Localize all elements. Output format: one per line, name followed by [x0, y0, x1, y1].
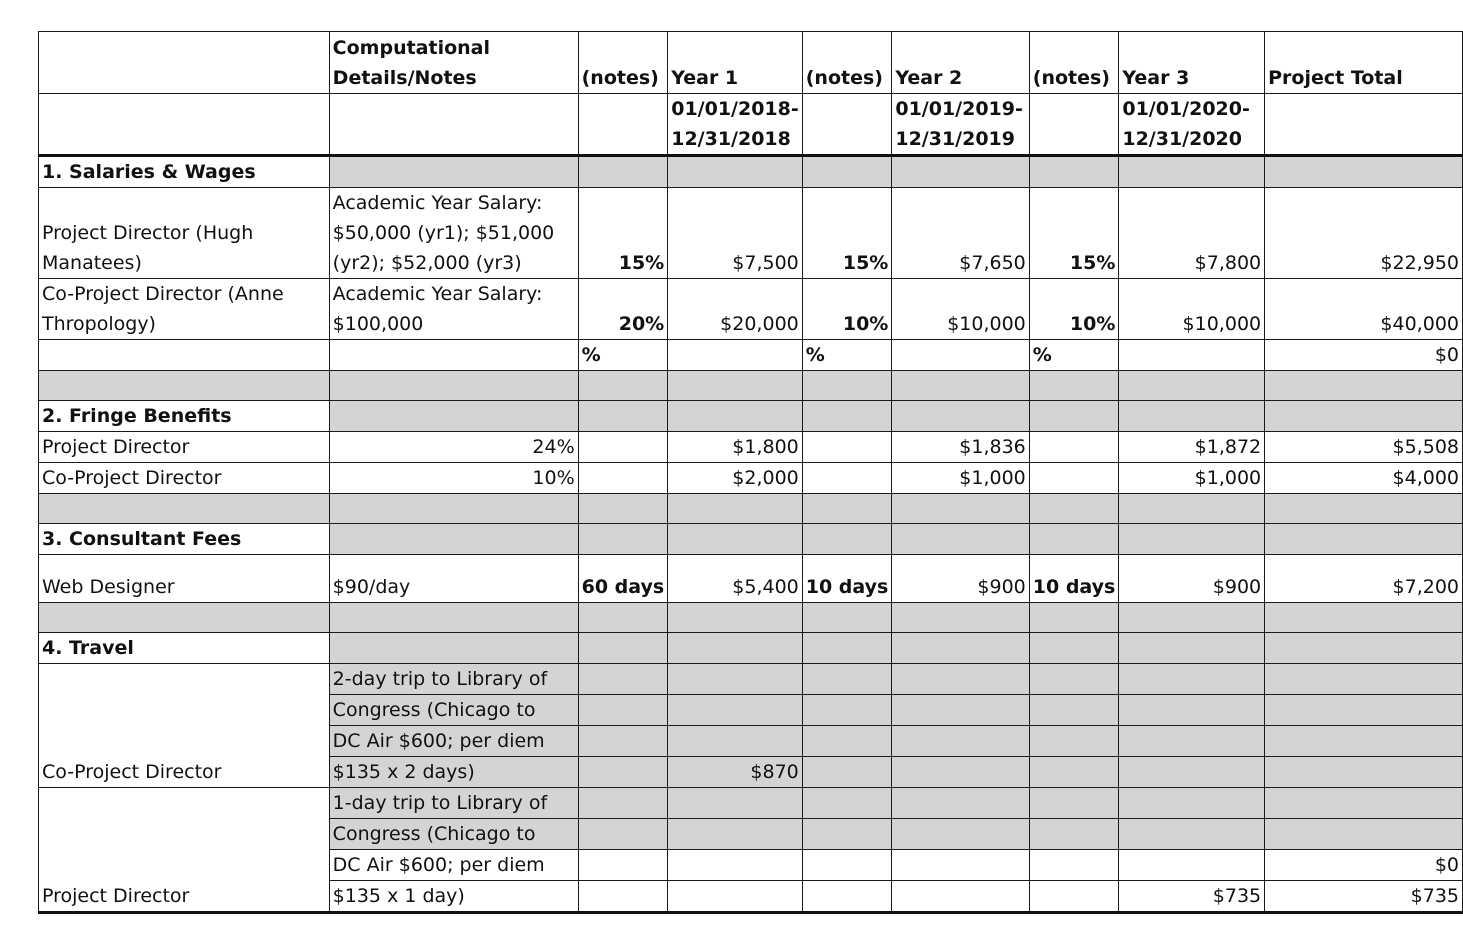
gray-cell	[802, 603, 892, 633]
gray-cell	[1119, 156, 1265, 188]
gray-cell	[1265, 664, 1463, 695]
rate-cell: 24%	[329, 432, 578, 463]
amount-cell: $7,800	[1119, 188, 1265, 279]
gray-cell	[1265, 401, 1463, 432]
amount-cell: $1,836	[892, 432, 1029, 463]
section-row-salaries	[39, 156, 1463, 188]
header-year-3: Year 3	[1119, 32, 1265, 94]
cell-blank	[802, 881, 892, 913]
gray-cell	[802, 788, 892, 819]
cell-blank	[802, 94, 892, 156]
gray-cell	[329, 494, 578, 524]
gray-cell	[668, 156, 803, 188]
table-row	[39, 695, 1463, 726]
gray-cell	[1119, 726, 1265, 757]
gray-cell	[802, 819, 892, 850]
cell-blank	[39, 819, 330, 850]
gray-cell	[1029, 524, 1119, 555]
header-row	[39, 32, 1463, 94]
gray-cell	[668, 401, 803, 432]
pct-cell: %	[802, 340, 892, 371]
table-row	[39, 279, 1463, 340]
gray-cell	[802, 757, 892, 788]
header-year-1: Year 1	[668, 32, 803, 94]
spacer-row	[39, 371, 1463, 401]
gray-cell	[892, 757, 1029, 788]
cell-blank	[1265, 94, 1463, 156]
amount-cell: $1,872	[1119, 432, 1265, 463]
gray-cell	[1029, 757, 1119, 788]
year1-dates: 01/01/2018- 12/31/2018	[668, 94, 803, 156]
gray-cell	[578, 401, 668, 432]
pct-cell: 15%	[1029, 188, 1119, 279]
days-cell: 10 days	[802, 555, 892, 603]
cell-blank	[668, 850, 803, 881]
gray-cell	[1265, 524, 1463, 555]
spacer-row	[39, 603, 1463, 633]
year3-dates: 01/01/2020- 12/31/2020	[1119, 94, 1265, 156]
gray-cell	[892, 524, 1029, 555]
section-title: 4. Travel	[39, 633, 330, 664]
gray-cell	[892, 726, 1029, 757]
pct-cell: 20%	[578, 279, 668, 340]
amount-cell: $1,800	[668, 432, 803, 463]
year2-dates: 01/01/2019- 12/31/2019	[892, 94, 1029, 156]
gray-cell	[1119, 494, 1265, 524]
amount-cell: $900	[1119, 555, 1265, 603]
gray-cell	[1029, 371, 1119, 401]
gray-cell	[1265, 788, 1463, 819]
table-row	[39, 555, 1463, 603]
section-row-travel	[39, 633, 1463, 664]
cell-blank	[39, 850, 330, 881]
row-label: Co-Project Director	[39, 757, 330, 788]
gray-cell	[1119, 819, 1265, 850]
gray-cell	[1119, 371, 1265, 401]
table-row	[39, 819, 1463, 850]
gray-cell	[39, 371, 330, 401]
row-label: Project Director	[39, 432, 330, 463]
gray-cell	[578, 603, 668, 633]
rate-cell: 10%	[329, 463, 578, 494]
cell-blank	[39, 340, 330, 371]
gray-cell	[578, 633, 668, 664]
gray-cell	[1265, 819, 1463, 850]
amount-cell: $5,400	[668, 555, 803, 603]
gray-cell	[668, 494, 803, 524]
gray-cell	[329, 371, 578, 401]
cell-blank	[39, 788, 330, 819]
gray-cell	[1029, 603, 1119, 633]
gray-cell	[578, 757, 668, 788]
gray-cell	[1119, 633, 1265, 664]
row-note: 1-day trip to Library of	[329, 788, 578, 819]
gray-cell	[1119, 664, 1265, 695]
gray-cell	[578, 819, 668, 850]
table-row	[39, 788, 1463, 819]
amount-cell: $900	[892, 555, 1029, 603]
pct-cell: %	[578, 340, 668, 371]
row-label: Co-Project Director (Anne Thropology)	[39, 279, 330, 340]
row-note: 2-day trip to Library of	[329, 664, 578, 695]
pct-cell: 15%	[578, 188, 668, 279]
cell-blank	[892, 881, 1029, 913]
row-note: Congress (Chicago to	[329, 695, 578, 726]
gray-cell	[892, 819, 1029, 850]
spacer-row	[39, 494, 1463, 524]
cell-blank	[802, 850, 892, 881]
gray-cell	[892, 664, 1029, 695]
total-cell: $0	[1265, 850, 1463, 881]
cell-blank	[1029, 432, 1119, 463]
row-label: Web Designer	[39, 555, 330, 603]
header-notes-3: (notes)	[1029, 32, 1119, 94]
gray-cell	[1265, 695, 1463, 726]
gray-cell	[329, 603, 578, 633]
table-row	[39, 664, 1463, 695]
header-blank	[39, 32, 330, 94]
section-row-fringe	[39, 401, 1463, 432]
cell-blank	[578, 432, 668, 463]
gray-cell	[578, 494, 668, 524]
row-note: DC Air $600; per diem	[329, 726, 578, 757]
total-cell: $22,950	[1265, 188, 1463, 279]
cell-blank	[39, 94, 330, 156]
header-year-2: Year 2	[892, 32, 1029, 94]
cell-blank	[578, 94, 668, 156]
budget-table	[38, 31, 1463, 914]
amount-cell: $10,000	[1119, 279, 1265, 340]
days-cell: 10 days	[1029, 555, 1119, 603]
gray-cell	[1029, 819, 1119, 850]
cell-blank	[578, 850, 668, 881]
cell-blank	[329, 94, 578, 156]
gray-cell	[1119, 524, 1265, 555]
row-note: $135 x 1 day)	[329, 881, 578, 913]
cell-blank	[1029, 850, 1119, 881]
gray-cell	[668, 664, 803, 695]
gray-cell	[892, 494, 1029, 524]
cell-blank	[802, 432, 892, 463]
cell-blank	[892, 340, 1029, 371]
total-cell: $735	[1265, 881, 1463, 913]
section-title: 1. Salaries & Wages	[39, 156, 330, 188]
gray-cell	[892, 788, 1029, 819]
total-cell: $0	[1265, 340, 1463, 371]
gray-cell	[668, 524, 803, 555]
section-row-consultant	[39, 524, 1463, 555]
row-note: Congress (Chicago to	[329, 819, 578, 850]
gray-cell	[1029, 788, 1119, 819]
days-cell: 60 days	[578, 555, 668, 603]
gray-cell	[802, 664, 892, 695]
gray-cell	[329, 633, 578, 664]
header-notes-2: (notes)	[802, 32, 892, 94]
gray-cell	[578, 664, 668, 695]
pct-cell: %	[1029, 340, 1119, 371]
gray-cell	[578, 524, 668, 555]
cell-blank	[39, 695, 330, 726]
amount-cell: $10,000	[892, 279, 1029, 340]
gray-cell	[668, 695, 803, 726]
cell-blank	[578, 881, 668, 913]
pct-cell: 10%	[1029, 279, 1119, 340]
gray-cell	[892, 633, 1029, 664]
gray-cell	[1265, 603, 1463, 633]
gray-cell	[1119, 603, 1265, 633]
gray-cell	[1265, 156, 1463, 188]
gray-cell	[1029, 494, 1119, 524]
rate-cell: $90/day	[329, 555, 578, 603]
gray-cell	[1029, 664, 1119, 695]
table-row	[39, 726, 1463, 757]
cell-blank	[892, 850, 1029, 881]
gray-cell	[578, 156, 668, 188]
total-cell: $4,000	[1265, 463, 1463, 494]
cell-blank	[1029, 881, 1119, 913]
header-details: Computational Details/Notes	[329, 32, 578, 94]
gray-cell	[1029, 695, 1119, 726]
amount-cell: $1,000	[892, 463, 1029, 494]
gray-cell	[1119, 757, 1265, 788]
gray-cell	[1265, 726, 1463, 757]
cell-blank	[668, 340, 803, 371]
gray-cell	[668, 633, 803, 664]
gray-cell	[802, 371, 892, 401]
gray-cell	[668, 788, 803, 819]
gray-cell	[802, 494, 892, 524]
gray-cell	[329, 401, 578, 432]
gray-cell	[668, 726, 803, 757]
gray-cell	[802, 401, 892, 432]
gray-cell	[578, 726, 668, 757]
gray-cell	[1265, 757, 1463, 788]
gray-cell	[1265, 371, 1463, 401]
pct-cell: 10%	[802, 279, 892, 340]
gray-cell	[1029, 726, 1119, 757]
gray-cell	[668, 603, 803, 633]
pct-cell: 15%	[802, 188, 892, 279]
gray-cell	[329, 524, 578, 555]
amount-cell: $735	[1119, 881, 1265, 913]
row-label: Project Director	[39, 881, 330, 913]
gray-cell	[578, 788, 668, 819]
table-row	[39, 340, 1463, 371]
table-row	[39, 188, 1463, 279]
gray-cell	[802, 633, 892, 664]
gray-cell	[1119, 788, 1265, 819]
gray-cell	[892, 603, 1029, 633]
cell-blank	[329, 340, 578, 371]
total-cell: $7,200	[1265, 555, 1463, 603]
gray-cell	[892, 695, 1029, 726]
header-notes-1: (notes)	[578, 32, 668, 94]
table-row	[39, 757, 1463, 788]
gray-cell	[329, 156, 578, 188]
gray-cell	[668, 371, 803, 401]
gray-cell	[802, 695, 892, 726]
row-note: DC Air $600; per diem	[329, 850, 578, 881]
gray-cell	[1119, 695, 1265, 726]
gray-cell	[39, 603, 330, 633]
row-note: Academic Year Salary: $100,000	[329, 279, 578, 340]
amount-cell: $1,000	[1119, 463, 1265, 494]
amount-cell: $2,000	[668, 463, 803, 494]
gray-cell	[892, 401, 1029, 432]
cell-blank	[668, 881, 803, 913]
total-cell: $40,000	[1265, 279, 1463, 340]
gray-cell	[1029, 156, 1119, 188]
cell-blank	[39, 726, 330, 757]
amount-cell: $20,000	[668, 279, 803, 340]
header-project-total: Project Total	[1265, 32, 1463, 94]
header-dates-row	[39, 94, 1463, 156]
cell-blank	[1119, 850, 1265, 881]
row-label: Project Director (Hugh Manatees)	[39, 188, 330, 279]
amount-cell: $870	[668, 757, 803, 788]
amount-cell: $7,500	[668, 188, 803, 279]
gray-cell	[1029, 633, 1119, 664]
cell-blank	[39, 664, 330, 695]
cell-blank	[1029, 463, 1119, 494]
gray-cell	[668, 819, 803, 850]
gray-cell	[1119, 401, 1265, 432]
gray-cell	[802, 524, 892, 555]
section-title: 3. Consultant Fees	[39, 524, 330, 555]
cell-blank	[578, 463, 668, 494]
section-title: 2. Fringe Benefits	[39, 401, 330, 432]
gray-cell	[578, 371, 668, 401]
gray-cell	[39, 494, 330, 524]
cell-blank	[802, 463, 892, 494]
row-note: $135 x 2 days)	[329, 757, 578, 788]
table-row	[39, 881, 1463, 913]
cell-blank	[1119, 340, 1265, 371]
gray-cell	[1265, 494, 1463, 524]
total-cell: $5,508	[1265, 432, 1463, 463]
table-row	[39, 463, 1463, 494]
row-label: Co-Project Director	[39, 463, 330, 494]
gray-cell	[1029, 401, 1119, 432]
gray-cell	[1265, 633, 1463, 664]
cell-blank	[1029, 94, 1119, 156]
gray-cell	[802, 726, 892, 757]
gray-cell	[578, 695, 668, 726]
table-row	[39, 432, 1463, 463]
gray-cell	[892, 156, 1029, 188]
gray-cell	[802, 156, 892, 188]
amount-cell: $7,650	[892, 188, 1029, 279]
table-row	[39, 850, 1463, 881]
gray-cell	[892, 371, 1029, 401]
row-note: Academic Year Salary: $50,000 (yr1); $51,000 (yr2); $52,000 (yr3)	[329, 188, 578, 279]
